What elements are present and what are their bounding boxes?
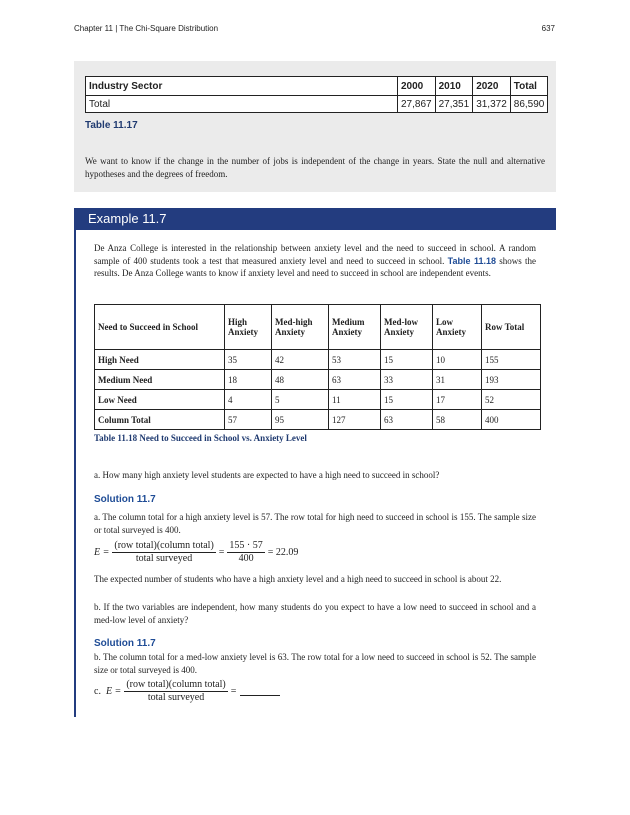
question-a: a. How many high anxiety level students are expected to have a high need to succeed in school? [94, 470, 440, 480]
formula-numerator: (row total)(column total) [126, 679, 226, 690]
table-cell: 48 [272, 370, 329, 390]
formula-denominator: total surveyed [135, 553, 193, 564]
table-header-cell: Low Anxiety [433, 305, 482, 350]
page-number: 637 [541, 24, 555, 33]
table-cell: 127 [329, 410, 381, 430]
intro-text-pre: De Anza College is interested in the relationship between anxiety level and the need to succeed in school. A random sample of 400 students took a test that measured anxiety level and need to succeed in school. [94, 243, 536, 266]
example-title: Example 11.7 [88, 211, 167, 226]
table-cell: 53 [329, 350, 381, 370]
example-intro [94, 242, 536, 280]
formula-lhs: E = [94, 547, 110, 558]
formula-prefix: c. [94, 686, 101, 697]
table-cell: Medium Need [95, 370, 225, 390]
table-header-cell: 2000 [398, 77, 436, 96]
table-cell: 35 [225, 350, 272, 370]
formula-lhs: E = [105, 686, 122, 697]
formula-fraction-values [227, 540, 264, 565]
table-cell: 11 [329, 390, 381, 410]
anxiety-table [94, 304, 541, 430]
anxiety-table-header-row [95, 305, 541, 350]
table-header-cell: High Anxiety [225, 305, 272, 350]
formula-fraction [112, 540, 215, 565]
table-header-cell: 2020 [473, 77, 511, 96]
question-b: b. If the two variables are independent, how many students do you expect to have a low need to succeed in school and a med-low level of anxiety? [94, 602, 536, 625]
running-header-chapter: Chapter 11 | The Chi-Square Distribution [74, 24, 219, 33]
table-cell: 15 [381, 350, 433, 370]
table-cell: Low Need [95, 390, 225, 410]
table-cell: 18 [225, 370, 272, 390]
table-row [95, 410, 541, 430]
table-row [95, 390, 541, 410]
expected-value-formula [94, 540, 298, 565]
table-cell: 95 [272, 410, 329, 430]
solution-heading: Solution 11.7 [94, 638, 156, 649]
table-cell: Total [86, 96, 398, 113]
table-header-cell: Med-high Anxiety [272, 305, 329, 350]
industry-table [85, 76, 548, 113]
intro-text-post: shows the results. De Anza College wants to know if anxiety level and need to succeed in school are independent events. [94, 255, 537, 278]
formula-numerator-values: 155 · 57 [229, 540, 263, 551]
table-cell: 31 [433, 370, 482, 390]
formula-equals: = [218, 547, 225, 558]
table-cell: 4 [225, 390, 272, 410]
table-cell: 193 [482, 370, 541, 390]
table-cell: 400 [482, 410, 541, 430]
table-cell: 63 [381, 410, 433, 430]
try-it-box [74, 61, 556, 192]
table-cell: 58 [433, 410, 482, 430]
formula-numerator: (row total)(column total) [114, 540, 214, 551]
table-cell: 17 [433, 390, 482, 410]
solution-conclusion: The expected number of students who have a high anxiety level and a high need to succeed in school is about 22. [94, 574, 502, 584]
table-cell: 52 [482, 390, 541, 410]
formula-denominator-values: 400 [238, 553, 254, 564]
solution-heading: Solution 11.7 [94, 494, 156, 505]
table-cell: 33 [381, 370, 433, 390]
table-cell: 86,590 [510, 96, 548, 113]
table-cell: 42 [272, 350, 329, 370]
table-cell: 10 [433, 350, 482, 370]
formula-equals: = [230, 686, 237, 697]
table-header-cell: 2010 [435, 77, 473, 96]
table-cell: 63 [329, 370, 381, 390]
table-cell: 5 [272, 390, 329, 410]
table-header-cell: Medium Anxiety [329, 305, 381, 350]
table-cell: High Need [95, 350, 225, 370]
formula-fraction [124, 679, 227, 704]
table-cell: 155 [482, 350, 541, 370]
box-paragraph: We want to know if the change in the number of jobs is independent of the change in years. State the null and alternative hypotheses and the degrees of freedom. [85, 156, 545, 179]
table-row [95, 370, 541, 390]
table-cell: Column Total [95, 410, 225, 430]
formula-result: = 22.09 [267, 547, 299, 558]
solution-text: b. The column total for a med-low anxiety level is 63. The row total for a low need to succeed in school is 52. The sample size or total surveyed is 400. [94, 652, 536, 675]
table-link[interactable]: Table 11.18 [447, 255, 497, 266]
industry-table-header-row [86, 77, 548, 96]
expected-value-formula-blank [94, 679, 280, 704]
table-row [95, 350, 541, 370]
example-title-bar [74, 208, 556, 230]
answer-blank [240, 687, 280, 696]
table-header-cell: Need to Succeed in School [95, 305, 225, 350]
table-caption: Table 11.17 [85, 120, 138, 131]
solution-text: a. The column total for a high anxiety level is 57. The row total for high need to succeed in school is 155. The sample size or total surveyed is 400. [94, 512, 536, 535]
table-caption: Table 11.18 Need to Succeed in School vs. Anxiety Level [94, 433, 307, 443]
table-cell: 27,867 [398, 96, 436, 113]
table-header-cell: Row Total [482, 305, 541, 350]
table-header-cell: Industry Sector [86, 77, 398, 96]
table-header-cell: Total [510, 77, 548, 96]
table-header-cell: Med-low Anxiety [381, 305, 433, 350]
table-row [86, 96, 548, 113]
table-cell: 57 [225, 410, 272, 430]
example-left-rule [74, 230, 76, 717]
table-cell: 31,372 [473, 96, 511, 113]
table-cell: 15 [381, 390, 433, 410]
table-cell: 27,351 [435, 96, 473, 113]
formula-denominator: total surveyed [147, 692, 205, 703]
